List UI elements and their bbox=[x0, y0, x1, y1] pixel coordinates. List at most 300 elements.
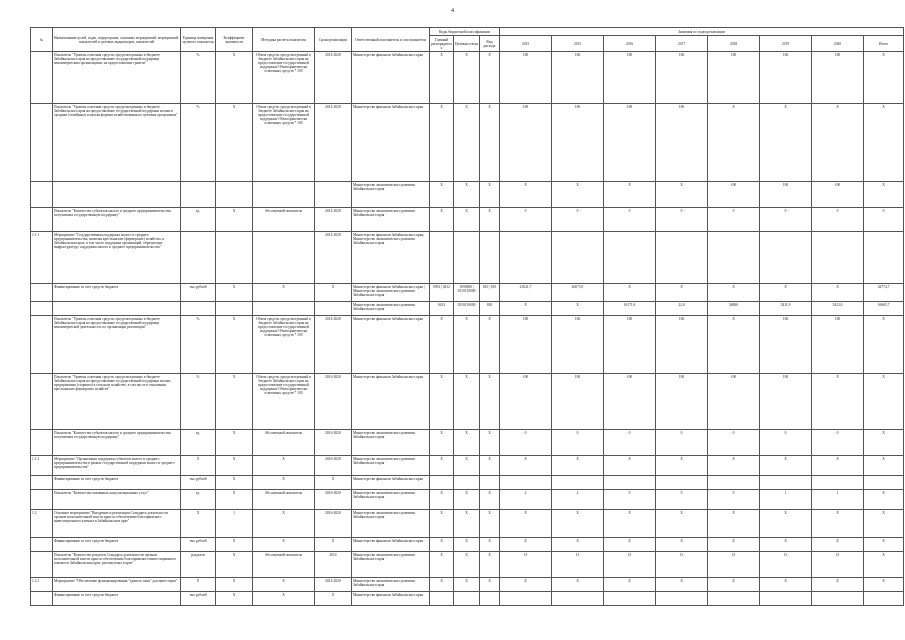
row-vr-cell: 810 bbox=[480, 302, 500, 316]
header-year: 2016 bbox=[604, 36, 656, 52]
row-vr-cell: X bbox=[480, 490, 500, 510]
header-grbs: Главный распорядитель bbox=[430, 36, 454, 52]
row-num-cell bbox=[31, 316, 53, 374]
row-unit-cell: тыс.рублей bbox=[181, 284, 216, 302]
row-num-cell: 1.2.1 bbox=[31, 578, 53, 592]
table-row bbox=[31, 104, 904, 182]
row-value-cell: 100 bbox=[500, 104, 552, 182]
row-grbs-cell: X bbox=[430, 430, 454, 456]
row-vr-cell: X bbox=[480, 208, 500, 232]
header-coef: Коэффициент значимости bbox=[216, 28, 253, 52]
row-num-cell: 1.1.1 bbox=[31, 232, 53, 284]
row-target-cell: X bbox=[454, 374, 480, 430]
row-value-cell: 100 bbox=[604, 104, 656, 182]
row-grbs-cell: X bbox=[430, 104, 454, 182]
row-target-cell: X bbox=[454, 510, 480, 538]
row-coef-cell: 1 bbox=[216, 510, 253, 538]
row-method-cell: Объем средств, предусмотренный в бюджете Забайкальского края на предоставление государственной поддержки/ Объем фактически освоенных средств * 100 bbox=[253, 104, 315, 182]
row-target-cell: X bbox=[454, 552, 480, 578]
row-total-cell: X bbox=[864, 538, 904, 552]
row-num-cell bbox=[31, 476, 53, 490]
row-coef-cell: X bbox=[216, 456, 253, 476]
row-method-cell bbox=[253, 232, 315, 284]
row-value-cell: 100 bbox=[760, 182, 812, 208]
row-num-cell bbox=[31, 284, 53, 302]
row-value-cell: 0 bbox=[656, 208, 708, 232]
row-value-cell bbox=[604, 232, 656, 284]
row-coef-cell bbox=[216, 182, 253, 208]
row-value-cell: 0 bbox=[708, 208, 760, 232]
row-num-cell bbox=[31, 208, 53, 232]
row-value-cell: 100 bbox=[812, 182, 864, 208]
row-value-cell: 100 bbox=[656, 52, 708, 104]
row-target-cell: X bbox=[454, 52, 480, 104]
row-total-cell: X bbox=[864, 430, 904, 456]
header-period: Сроки реализации bbox=[315, 28, 352, 52]
row-value-cell: X bbox=[760, 456, 812, 476]
row-value-cell: 0 bbox=[708, 490, 760, 510]
row-target-cell: X bbox=[454, 456, 480, 476]
row-resp-cell: Министерство экономического развития Забайкальского края bbox=[352, 208, 430, 232]
row-period-cell: 2016-2020 bbox=[315, 510, 352, 538]
row-grbs-cell: X bbox=[430, 182, 454, 208]
row-num-cell: 1.2 bbox=[31, 510, 53, 538]
row-total-cell: X bbox=[864, 182, 904, 208]
row-vr-cell: X bbox=[480, 578, 500, 592]
row-value-cell: X bbox=[760, 104, 812, 182]
row-coef-cell: X bbox=[216, 104, 253, 182]
table-row bbox=[31, 374, 904, 430]
row-value-cell bbox=[604, 476, 656, 490]
row-resp-cell: Министерство экономического развития Забайкальского края bbox=[352, 552, 430, 578]
row-unit-cell: % bbox=[181, 52, 216, 104]
row-value-cell: 13 bbox=[500, 552, 552, 578]
row-value-cell: 1 bbox=[812, 490, 864, 510]
row-target-cell: X bbox=[454, 430, 480, 456]
row-value-cell bbox=[552, 476, 604, 490]
row-method-cell: X bbox=[253, 476, 315, 490]
row-value-cell: 1 bbox=[760, 490, 812, 510]
row-grbs-cell bbox=[430, 592, 454, 606]
header-name: Наименование целей, задач, подпрограмм, основных мероприятий, мероприятий, показателей и целевых индикаторов, показателей bbox=[53, 28, 181, 52]
row-value-cell: 100 bbox=[760, 316, 812, 374]
row-value-cell: 21621,7 bbox=[500, 284, 552, 302]
row-value-cell: 100 bbox=[760, 374, 812, 430]
row-value-cell: X bbox=[604, 456, 656, 476]
row-value-cell: 100 bbox=[812, 316, 864, 374]
row-coef-cell: X bbox=[216, 476, 253, 490]
row-name-cell: Показатель "Уровень освоения средств, предусмотренных в бюджете Забайкальского края на предоставление государственной поддержки некоммерческим организациям, на предоставление грантов" bbox=[53, 52, 181, 104]
row-value-cell: X bbox=[708, 284, 760, 302]
row-period-cell: X bbox=[315, 284, 352, 302]
row-target-cell: X bbox=[454, 208, 480, 232]
row-name-cell: Мероприятие "Организация поддержки субъектов малого и среднего предпринимательства в рамках государственной поддержки малого и среднего предпринимательства" bbox=[53, 456, 181, 476]
row-method-cell: Абсолютный показатель bbox=[253, 552, 315, 578]
row-value-cell: 0 bbox=[812, 208, 864, 232]
row-value-cell: 5411,9 bbox=[760, 302, 812, 316]
row-value-cell: 100 bbox=[552, 52, 604, 104]
row-num-cell bbox=[31, 430, 53, 456]
row-num-cell bbox=[31, 538, 53, 552]
row-unit-cell: ед. bbox=[181, 208, 216, 232]
row-value-cell: X bbox=[760, 538, 812, 552]
row-total-cell: X bbox=[864, 104, 904, 182]
row-period-cell bbox=[315, 182, 352, 208]
row-value-cell: 0 bbox=[760, 430, 812, 456]
row-resp-cell: Министерство экономического развития Забайкальского края bbox=[352, 430, 430, 456]
row-period-cell: 2016-2020 bbox=[315, 490, 352, 510]
row-name-cell: Финансирование за счет средств бюджета bbox=[53, 476, 181, 490]
row-period-cell: 2014 bbox=[315, 552, 352, 578]
row-vr-cell: X bbox=[480, 374, 500, 430]
row-resp-cell: Министерство экономического развития Забайкальского края bbox=[352, 456, 430, 476]
row-vr-cell bbox=[480, 232, 500, 284]
row-value-cell: X bbox=[708, 104, 760, 182]
row-unit-cell bbox=[181, 302, 216, 316]
row-value-cell: 100 bbox=[708, 374, 760, 430]
row-value-cell: X bbox=[708, 510, 760, 538]
header-vr: Вид расхода bbox=[480, 36, 500, 52]
row-target-cell: X bbox=[454, 538, 480, 552]
row-value-cell bbox=[760, 592, 812, 606]
row-period-cell: 2016-2020 bbox=[315, 456, 352, 476]
row-value-cell: 100 bbox=[604, 316, 656, 374]
row-value-cell: 0 bbox=[552, 208, 604, 232]
row-vr-cell: X bbox=[480, 430, 500, 456]
row-unit-cell: % bbox=[181, 374, 216, 430]
row-value-cell: 100 bbox=[552, 104, 604, 182]
row-value-cell: X bbox=[500, 510, 552, 538]
row-period-cell: 2014-2020 bbox=[315, 104, 352, 182]
row-name-cell: Показатель "Количество субъектов малого и среднего предпринимательства, получивших государственную поддержку" bbox=[53, 430, 181, 456]
row-method-cell: X bbox=[253, 510, 315, 538]
row-value-cell: X bbox=[604, 578, 656, 592]
row-name-cell: Финансирование за счет средств бюджета bbox=[53, 592, 181, 606]
header-values: Значения по годам реализации bbox=[500, 28, 904, 36]
row-value-cell: 16171,6 bbox=[604, 302, 656, 316]
row-grbs-cell: X bbox=[430, 456, 454, 476]
row-value-cell: X bbox=[812, 538, 864, 552]
row-value-cell: 0 bbox=[500, 430, 552, 456]
row-value-cell: 15 bbox=[656, 552, 708, 578]
table-row bbox=[31, 430, 904, 456]
header-year: 2017 bbox=[656, 36, 708, 52]
row-name-cell bbox=[53, 302, 181, 316]
row-value-cell bbox=[552, 592, 604, 606]
row-value-cell bbox=[760, 476, 812, 490]
row-method-cell: Абсолютный показатель bbox=[253, 208, 315, 232]
table-row bbox=[31, 592, 904, 606]
row-name-cell: Показатель "Уровень освоения средств, предусмотренных в бюджете Забайкальского края на предоставление государственной поддержки малым и средним (семейным) и малым формам хозяйствования по целевым программам" bbox=[53, 104, 181, 182]
row-resp-cell: Министерство финансов Забайкальского края; Министерство экономического развития Забайкальского края bbox=[352, 232, 430, 284]
row-coef-cell: X bbox=[216, 208, 253, 232]
row-grbs-cell: X bbox=[430, 510, 454, 538]
row-value-cell: 13 bbox=[552, 552, 604, 578]
row-total-cell: X bbox=[864, 552, 904, 578]
row-vr-cell: X bbox=[480, 456, 500, 476]
row-value-cell: X bbox=[500, 456, 552, 476]
row-period-cell bbox=[315, 302, 352, 316]
row-grbs-cell: X bbox=[430, 538, 454, 552]
table-row bbox=[31, 476, 904, 490]
row-total-cell bbox=[864, 476, 904, 490]
row-unit-cell: тыс.рублей bbox=[181, 476, 216, 490]
row-total-cell: X bbox=[864, 374, 904, 430]
row-value-cell: X bbox=[708, 456, 760, 476]
row-vr-cell: X bbox=[480, 52, 500, 104]
row-grbs-cell: X bbox=[430, 490, 454, 510]
row-grbs-cell bbox=[430, 232, 454, 284]
header-year: 2018 bbox=[708, 36, 760, 52]
row-coef-cell: X bbox=[216, 284, 253, 302]
row-coef-cell: X bbox=[216, 430, 253, 456]
row-value-cell: 100 bbox=[500, 316, 552, 374]
row-coef-cell: X bbox=[216, 552, 253, 578]
row-unit-cell: ед. bbox=[181, 490, 216, 510]
row-value-cell: X bbox=[552, 302, 604, 316]
row-grbs-cell: 0933 | 0412 bbox=[430, 284, 454, 302]
row-name-cell: Мероприятие "Обеспечение функционирования "единого окна" для инвесторов" bbox=[53, 578, 181, 592]
row-num-cell bbox=[31, 182, 53, 208]
table-row bbox=[31, 232, 904, 284]
row-value-cell: X bbox=[708, 316, 760, 374]
header-num: № bbox=[31, 28, 53, 52]
row-value-cell: 100 bbox=[552, 374, 604, 430]
row-period-cell: X bbox=[315, 538, 352, 552]
row-name-cell: Показатель "Количество оказанных консультационных услуг" bbox=[53, 490, 181, 510]
row-total-cell: X bbox=[864, 510, 904, 538]
row-num-cell: 1.1.2 bbox=[31, 456, 53, 476]
row-value-cell: X bbox=[656, 284, 708, 302]
row-value-cell bbox=[708, 592, 760, 606]
row-vr-cell: X bbox=[480, 104, 500, 182]
row-period-cell: X bbox=[315, 592, 352, 606]
page-number: 4 bbox=[451, 8, 454, 14]
row-method-cell bbox=[253, 302, 315, 316]
row-method-cell: Объем средств, предусмотренный в бюджете Забайкальского края на предоставление государственной поддержки/ Объем фактически освоенных средств * 100 bbox=[253, 52, 315, 104]
row-value-cell: 2 bbox=[500, 490, 552, 510]
row-method-cell: Абсолютный показатель bbox=[253, 430, 315, 456]
row-method-cell: X bbox=[253, 538, 315, 552]
header-method: Методика расчета показателя bbox=[253, 28, 315, 52]
row-value-cell: 0 bbox=[708, 430, 760, 456]
row-grbs-cell: X bbox=[430, 52, 454, 104]
header-target: Целевая статья bbox=[454, 36, 480, 52]
row-value-cell bbox=[708, 232, 760, 284]
row-period-cell: 2014-2020 bbox=[315, 578, 352, 592]
row-value-cell: X bbox=[812, 284, 864, 302]
row-coef-cell: X bbox=[216, 592, 253, 606]
row-num-cell bbox=[31, 592, 53, 606]
row-method-cell: X bbox=[253, 284, 315, 302]
row-period-cell: 2014-2020 bbox=[315, 316, 352, 374]
row-value-cell: 100 bbox=[500, 52, 552, 104]
header-codes: Коды бюджетной классификации bbox=[430, 28, 500, 36]
row-name-cell bbox=[53, 182, 181, 208]
row-value-cell bbox=[708, 476, 760, 490]
row-value-cell: X bbox=[656, 456, 708, 476]
row-value-cell: X bbox=[500, 538, 552, 552]
row-resp-cell: Министерство финансов Забайкальского края bbox=[352, 538, 430, 552]
row-method-cell: Объем средств, предусмотренный в бюджете Забайкальского края на предоставление государственной поддержки/ Объем фактически освоенных средств * 100 bbox=[253, 316, 315, 374]
row-value-cell bbox=[812, 592, 864, 606]
row-value-cell: 0 bbox=[760, 208, 812, 232]
row-num-cell bbox=[31, 374, 53, 430]
row-value-cell: X bbox=[812, 578, 864, 592]
program-indicators-table bbox=[30, 27, 904, 606]
row-value-cell: 0 bbox=[656, 490, 708, 510]
row-value-cell: X bbox=[552, 182, 604, 208]
row-value-cell: 100 bbox=[760, 52, 812, 104]
header-unit: Единица измерения целевого показателя bbox=[181, 28, 216, 52]
row-period-cell: X bbox=[315, 476, 352, 490]
row-period-cell: 2014-2020 bbox=[315, 430, 352, 456]
table-row bbox=[31, 456, 904, 476]
row-target-cell: X bbox=[454, 104, 480, 182]
row-resp-cell: Министерство финансов Забайкальского края bbox=[352, 316, 430, 374]
row-method-cell: X bbox=[253, 456, 315, 476]
row-coef-cell bbox=[216, 302, 253, 316]
row-value-cell: X bbox=[760, 510, 812, 538]
row-value-cell bbox=[500, 232, 552, 284]
row-value-cell: X bbox=[812, 456, 864, 476]
row-unit-cell: X bbox=[181, 510, 216, 538]
row-grbs-cell: X bbox=[430, 552, 454, 578]
row-target-cell: X bbox=[454, 182, 480, 208]
row-resp-cell: Министерство экономического развития Забайкальского края bbox=[352, 510, 430, 538]
row-vr-cell: 810 | 810 bbox=[480, 284, 500, 302]
row-unit-cell: X bbox=[181, 578, 216, 592]
row-grbs-cell: X bbox=[430, 578, 454, 592]
row-value-cell: X bbox=[500, 182, 552, 208]
row-value-cell: X bbox=[552, 538, 604, 552]
row-value-cell: 100 bbox=[604, 374, 656, 430]
row-target-cell bbox=[454, 232, 480, 284]
row-value-cell: 15 bbox=[812, 552, 864, 578]
row-resp-cell: Министерство экономического развития Забайкальского края bbox=[352, 302, 430, 316]
row-period-cell: 2014-2020 bbox=[315, 208, 352, 232]
row-total-cell bbox=[864, 592, 904, 606]
row-method-cell: X bbox=[253, 592, 315, 606]
row-method-cell: X bbox=[253, 578, 315, 592]
row-name-cell: Основное мероприятие "Внедрение и реализация Стандарта деятельности органов исполнительной власти края по обеспечению благоприятного инвестиционного климата в Забайкальском крае" bbox=[53, 510, 181, 538]
header-year: 2019 bbox=[760, 36, 812, 52]
row-value-cell bbox=[656, 592, 708, 606]
row-num-cell bbox=[31, 490, 53, 510]
row-target-cell bbox=[454, 476, 480, 490]
row-value-cell: X bbox=[760, 578, 812, 592]
row-num-cell bbox=[31, 52, 53, 104]
row-coef-cell: X bbox=[216, 316, 253, 374]
row-resp-cell: Министерство финансов Забайкальского края bbox=[352, 104, 430, 182]
row-unit-cell: % bbox=[181, 104, 216, 182]
row-value-cell: 15 bbox=[604, 552, 656, 578]
row-grbs-cell bbox=[430, 476, 454, 490]
row-value-cell: 0 bbox=[604, 430, 656, 456]
table-row bbox=[31, 510, 904, 538]
row-value-cell: 0 bbox=[656, 430, 708, 456]
row-unit-cell: тыс.рублей bbox=[181, 592, 216, 606]
row-value-cell bbox=[812, 232, 864, 284]
header-resp: Ответственный исполнитель и соисполнители bbox=[352, 28, 430, 52]
header-year: 2020 bbox=[812, 36, 864, 52]
row-value-cell bbox=[656, 232, 708, 284]
row-grbs-cell: X bbox=[430, 208, 454, 232]
table-row bbox=[31, 538, 904, 552]
row-name-cell: Показатель "Уровень освоения средств, предусмотренных в бюджете Забайкальского края на предоставление государственной поддержки малым предприятиям (старшим) в сельском хозяйстве, в том числе в отношении крестьянских фермерских хозяйств" bbox=[53, 374, 181, 430]
row-name-cell: Показатель "Уровень освоения средств, предусмотренных в бюджете Забайкальского края на предоставление государственной поддержки некоммерческой деятельности, по организации реализации" bbox=[53, 316, 181, 374]
row-unit-cell: ед. bbox=[181, 430, 216, 456]
table-row bbox=[31, 52, 904, 104]
row-value-cell: 22,0 bbox=[656, 302, 708, 316]
row-resp-cell: Министерство финансов Забайкальского края bbox=[352, 52, 430, 104]
row-value-cell: 100 bbox=[812, 52, 864, 104]
row-name-cell: Финансирование за счет средств бюджета bbox=[53, 284, 181, 302]
row-value-cell: X bbox=[552, 578, 604, 592]
row-value-cell: 15 bbox=[708, 552, 760, 578]
row-value-cell: 0 bbox=[604, 208, 656, 232]
row-unit-cell: разделов bbox=[181, 552, 216, 578]
row-value-cell: X bbox=[604, 510, 656, 538]
row-period-cell: 2014-2020 bbox=[315, 232, 352, 284]
row-target-cell: 1690000 | 0310110000 bbox=[454, 284, 480, 302]
row-unit-cell bbox=[181, 182, 216, 208]
table-header bbox=[31, 28, 904, 52]
row-value-cell: X bbox=[812, 104, 864, 182]
row-grbs-cell: X bbox=[430, 316, 454, 374]
row-grbs-cell: X bbox=[430, 374, 454, 430]
row-total-cell: 42774,7 bbox=[864, 284, 904, 302]
row-resp-cell: Министерство финансов Забайкальского края bbox=[352, 374, 430, 430]
row-value-cell bbox=[760, 232, 812, 284]
row-total-cell bbox=[864, 232, 904, 284]
row-total-cell: X bbox=[864, 52, 904, 104]
row-value-cell: 5412,0 bbox=[812, 302, 864, 316]
row-resp-cell: Министерство финансов Забайкальского края bbox=[352, 592, 430, 606]
table-row bbox=[31, 208, 904, 232]
row-resp-cell: Министерство финансов Забайкальского края | Министерство экономического развития Забайкальского края bbox=[352, 284, 430, 302]
row-value-cell: 0 bbox=[552, 430, 604, 456]
row-method-cell: Объем средств, предусмотренный в бюджете Забайкальского края на предоставление государственной поддержки/ Объем фактически освоенных средств * 100 bbox=[253, 374, 315, 430]
row-value-cell: X bbox=[708, 578, 760, 592]
row-name-cell: Показатель "Количество субъектов малого и среднего предпринимательства, получивших государственную поддержку" bbox=[53, 208, 181, 232]
row-value-cell: 26073,9 bbox=[552, 284, 604, 302]
row-value-cell: X bbox=[656, 510, 708, 538]
row-coef-cell: X bbox=[216, 52, 253, 104]
row-value-cell: 100 bbox=[656, 104, 708, 182]
row-value-cell: 100 bbox=[604, 52, 656, 104]
row-value-cell: 100 bbox=[708, 182, 760, 208]
row-value-cell: X bbox=[604, 182, 656, 208]
row-value-cell: 100 bbox=[708, 52, 760, 104]
row-value-cell bbox=[552, 232, 604, 284]
row-grbs-cell: 0412 bbox=[430, 302, 454, 316]
row-value-cell: X bbox=[656, 578, 708, 592]
row-value-cell: 2 bbox=[552, 490, 604, 510]
table-row bbox=[31, 490, 904, 510]
row-total-cell: 16665,7 bbox=[864, 302, 904, 316]
row-num-cell bbox=[31, 302, 53, 316]
row-unit-cell: % bbox=[181, 316, 216, 374]
row-value-cell: X bbox=[604, 538, 656, 552]
row-total-cell: 0 bbox=[864, 208, 904, 232]
row-value-cell: X bbox=[500, 302, 552, 316]
row-num-cell bbox=[31, 552, 53, 578]
row-value-cell: X bbox=[552, 510, 604, 538]
row-resp-cell: Министерство экономического развития Забайкальского края bbox=[352, 578, 430, 592]
row-vr-cell: X bbox=[480, 538, 500, 552]
table-row bbox=[31, 552, 904, 578]
